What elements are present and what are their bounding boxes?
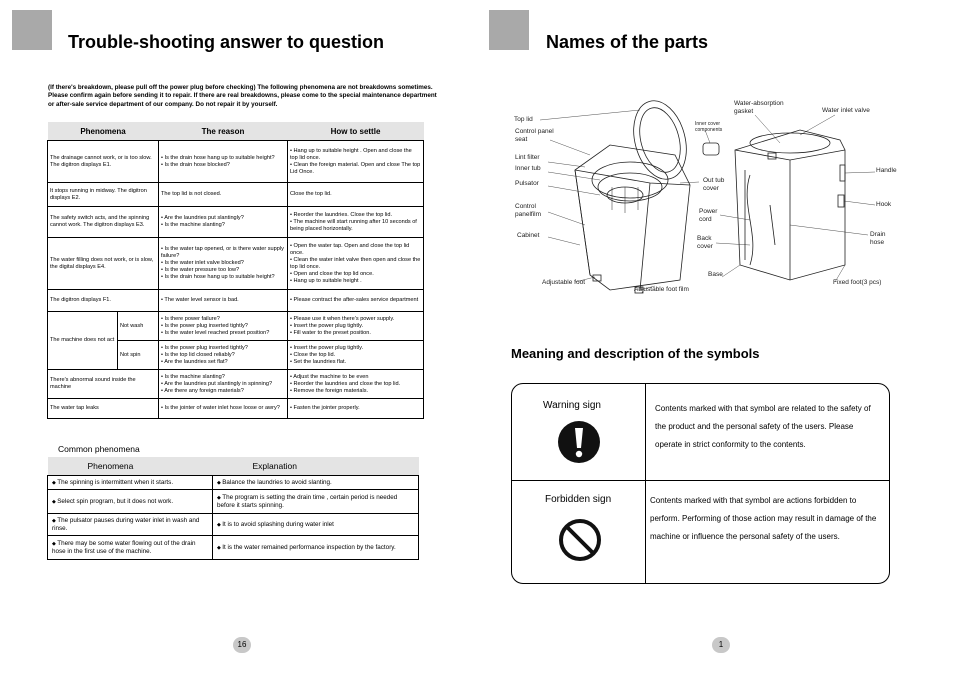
- table-row: [48, 312, 424, 341]
- reason-item: • Is the jointer of water inlet hose loose or awry?: [161, 405, 285, 412]
- table-row: [48, 290, 424, 312]
- troubleshooting-header: [48, 122, 424, 141]
- prohibition-icon: [558, 518, 602, 562]
- common-explanation-cell: ◆ Balance the laundries to avoid slanting.: [213, 476, 419, 490]
- label-pulsator: Pulsator: [515, 180, 539, 187]
- reason-item: • Is the machine slanting?: [161, 374, 285, 381]
- warning-sign-description: Contents marked with that symbol are related to the safety of the product and the personal safety of the users. Please operate in strict conformity to the contents.: [655, 404, 871, 449]
- label-adjustable-foot-film: Adjustable foot film: [634, 286, 689, 293]
- settle-item: Close the top lid.: [290, 191, 332, 197]
- inner-tub-opening: [592, 162, 668, 198]
- row-settle: [288, 399, 424, 419]
- label-control-panel-seat: Control panel seat: [515, 128, 554, 143]
- label-handle: Handle: [876, 167, 897, 174]
- right-page-title: Names of the parts: [546, 32, 709, 52]
- common-phenomena-table: [47, 457, 419, 560]
- label-power-cord: Power cord: [699, 208, 718, 223]
- label-lint-filter: Lint filter: [515, 154, 540, 161]
- common-phenomena-cell: ◆ The spinning is intermittent when it starts.: [48, 476, 213, 490]
- row-phenomena: The water filling does not work, or is slow, the digital displays E4.: [48, 238, 159, 290]
- drain-hose-shape: [770, 205, 775, 245]
- table-row: [48, 476, 419, 490]
- reason-item: • Is the water inlet valve blocked?: [161, 260, 285, 267]
- row-phenomena: The water tap leaks: [48, 399, 159, 419]
- reason-item: • Is the drain hose blocked?: [161, 162, 285, 169]
- common-explanation-cell: ◆ It is the water remained performance inspection by the factory.: [213, 536, 419, 560]
- reason-item: • Are the laundries put slantingly?: [161, 215, 285, 222]
- settle-item: • Reorder the laundries and close the top lid.: [290, 381, 421, 388]
- label-back-cover: Back cover: [697, 235, 713, 250]
- label-inner-tub: Inner tub: [515, 165, 541, 172]
- reason-item: • Are the laundries put slantingly in spinning?: [161, 381, 285, 388]
- common-header-explanation: Explanation: [213, 457, 419, 476]
- table-row: [48, 141, 424, 183]
- reason-item: The top lid is not closed.: [161, 191, 222, 197]
- label-water-absorption-gasket: Water-absorption gasket: [734, 100, 784, 115]
- settle-item: • Hang up to suitable height . Open and close the top lid once.: [290, 148, 421, 162]
- settle-item: • Fill water to the preset position.: [290, 330, 421, 337]
- label-water-inlet-valve: Water inlet valve: [822, 107, 870, 114]
- label-out-tub-cover: Out tub cover: [703, 177, 725, 192]
- row-phenomena: The digitron displays F1.: [48, 290, 159, 312]
- settle-item: • Set the laundries flat.: [290, 359, 421, 366]
- table-row: [48, 399, 424, 419]
- row-reason: [159, 370, 288, 399]
- row-reason: [159, 238, 288, 290]
- row-subcase: Not spin: [118, 341, 159, 370]
- symbols-box: [511, 383, 890, 584]
- row-subcase: Not wash: [118, 312, 159, 341]
- table-row: [48, 370, 424, 399]
- table-row: [48, 514, 419, 536]
- settle-item: • Clean the water inlet valve then open and close the top lid once.: [290, 257, 421, 271]
- forbidden-sign-description: Contents marked with that symbol are actions forbidden to perform. Performing of those action may result in damage of the machine or influence the personal safety of the users.: [650, 496, 877, 541]
- row-reason: [159, 207, 288, 238]
- settle-item: • The machine will start running after 10 seconds of being placed horizontally.: [290, 219, 421, 233]
- reason-item: • Is the power plug inserted tightly?: [161, 345, 285, 352]
- row-reason: [159, 290, 288, 312]
- settle-item: • Close the top lid.: [290, 352, 421, 359]
- settle-item: • Fasten the jointer properly.: [290, 405, 421, 412]
- common-phenomena-label: Common phenomena: [58, 444, 140, 454]
- header-settle: How to settle: [288, 122, 424, 141]
- common-phenomena-cell: ◆ There may be some water flowing out of the drain hose in the first use of the machine.: [48, 536, 213, 560]
- row-reason: [159, 399, 288, 419]
- left-page-number: 16: [233, 637, 251, 653]
- settle-item: • Open and close the top lid once.: [290, 271, 421, 278]
- row-reason: [159, 141, 288, 183]
- row-phenomena: The machine does not act: [48, 312, 118, 370]
- right-decor-square: [489, 10, 529, 50]
- settle-item: • Open the water tap. Open and close the top lid once.: [290, 243, 421, 257]
- troubleshooting-table: [47, 122, 424, 419]
- reason-item: • Is the water pressure too low?: [161, 267, 285, 274]
- reason-item: • Are the laundries set flat?: [161, 359, 285, 366]
- settle-item: • Adjust the machine to be even: [290, 374, 421, 381]
- settle-item: • Clean the foreign material. Open and close The top Lid Once.: [290, 162, 421, 176]
- settle-item: • Please contract the after-sales service department: [290, 297, 421, 304]
- label-control-panelfilm: Control panelfilm: [515, 203, 542, 218]
- row-reason: [159, 312, 288, 341]
- reason-item: • Is the water level reached preset position?: [161, 330, 285, 337]
- reason-item: • Are there any foreign materials?: [161, 388, 285, 395]
- label-hook: Hook: [876, 201, 892, 208]
- settle-item: • Remove the foreign materials.: [290, 388, 421, 395]
- reason-item: • Is the power plug inserted tightly?: [161, 323, 285, 330]
- table-row: [48, 536, 419, 560]
- row-phenomena: The drainage cannot work, or is too slow. The digitron displays E1.: [48, 141, 159, 183]
- common-explanation-cell: ◆ It is to avoid splashing during water inlet: [213, 514, 419, 536]
- row-reason: [159, 341, 288, 370]
- label-cabinet: Cabinet: [517, 232, 540, 239]
- reason-item: • Is the drain hose hang up to suitable height?: [161, 274, 285, 281]
- reason-item: • Is the top lid closed reliably?: [161, 352, 285, 359]
- row-settle: [288, 141, 424, 183]
- cabinet-outline: [575, 145, 690, 290]
- row-settle: [288, 290, 424, 312]
- row-settle: [288, 341, 424, 370]
- common-phenomena-cell: ◆ The pulsator pauses during water inlet in wash and rinse.: [48, 514, 213, 536]
- label-base: Base: [708, 271, 723, 278]
- row-settle: [288, 207, 424, 238]
- reason-item: • The water level sensor is bad.: [161, 297, 285, 304]
- settle-item: • Insert the power plug tightly.: [290, 345, 421, 352]
- settle-item: • Please use it when there's power supply.: [290, 316, 421, 323]
- right-page-number: 1: [712, 637, 730, 653]
- settle-item: • Reorder the laundries. Close the top lid.: [290, 212, 421, 219]
- handle-shape: [840, 165, 845, 181]
- common-header: [48, 457, 419, 476]
- row-phenomena: It stops running in midway. The digitron displays E2.: [48, 183, 159, 207]
- row-settle: [288, 238, 424, 290]
- table-row: [48, 183, 424, 207]
- symbols-section-title: Meaning and description of the symbols: [511, 346, 760, 361]
- row-settle: [288, 370, 424, 399]
- forbidden-sign-title: Forbidden sign: [545, 494, 612, 505]
- left-page-title: Trouble-shooting answer to question: [68, 32, 385, 52]
- common-explanation-cell: ◆ The program is setting the drain time , certain period is needed before it starts spinning.: [213, 490, 419, 514]
- settle-item: • Insert the power plug tightly.: [290, 323, 421, 330]
- reason-item: • Is there power failure?: [161, 316, 285, 323]
- header-phenomena: Phenomena: [48, 122, 159, 141]
- table-row: [48, 207, 424, 238]
- intro-note: (If there's breakdown, please pull off the power plug before checking) The following phenomena are not breakdowns sometimes. Please confirm again before sending it to repair. If there are real breakdowns, please come to the special maintenance department or after-sale service department of our company. Do not repair it by yourself.: [48, 84, 437, 108]
- common-phenomena-cell: ◆ Select spin program, but it does not work.: [48, 490, 213, 514]
- header-reason: The reason: [159, 122, 288, 141]
- symbols-vertical-divider: [645, 384, 646, 583]
- warning-sign-title: Warning sign: [543, 400, 601, 411]
- reason-item: • Is the drain hose hang up to suitable height?: [161, 155, 285, 162]
- symbols-horizontal-divider: [512, 480, 889, 481]
- label-fixed-foot: Fixed foot(3 pcs): [833, 279, 882, 286]
- row-phenomena: There's abnormal sound inside the machine: [48, 370, 159, 399]
- settle-item: • Hang up to suitable height .: [290, 278, 421, 285]
- table-row: [48, 238, 424, 290]
- table-row: [48, 490, 419, 514]
- row-reason: [159, 183, 288, 207]
- label-adjustable-foot: Adjustable foot: [542, 279, 586, 286]
- exclamation-warning-icon: [557, 420, 601, 464]
- row-settle: [288, 312, 424, 341]
- left-decor-square: [12, 10, 52, 50]
- common-header-phenomena: Phenomena: [48, 457, 213, 476]
- hook-shape: [838, 195, 844, 207]
- row-phenomena: The safety switch acts, and the spinning cannot work. The digitron displays E3.: [48, 207, 159, 238]
- inner-cover-component: [703, 143, 719, 155]
- reason-item: • Is the water tap opened, or is there water supply failure?: [161, 246, 285, 260]
- label-top-lid: Top lid: [514, 116, 533, 123]
- reason-item: • Is the machine slanting?: [161, 222, 285, 229]
- label-drain-hose: Drain hose: [870, 231, 886, 246]
- row-settle: [288, 183, 424, 207]
- label-inner-cover-components: Inner cover components: [695, 121, 723, 133]
